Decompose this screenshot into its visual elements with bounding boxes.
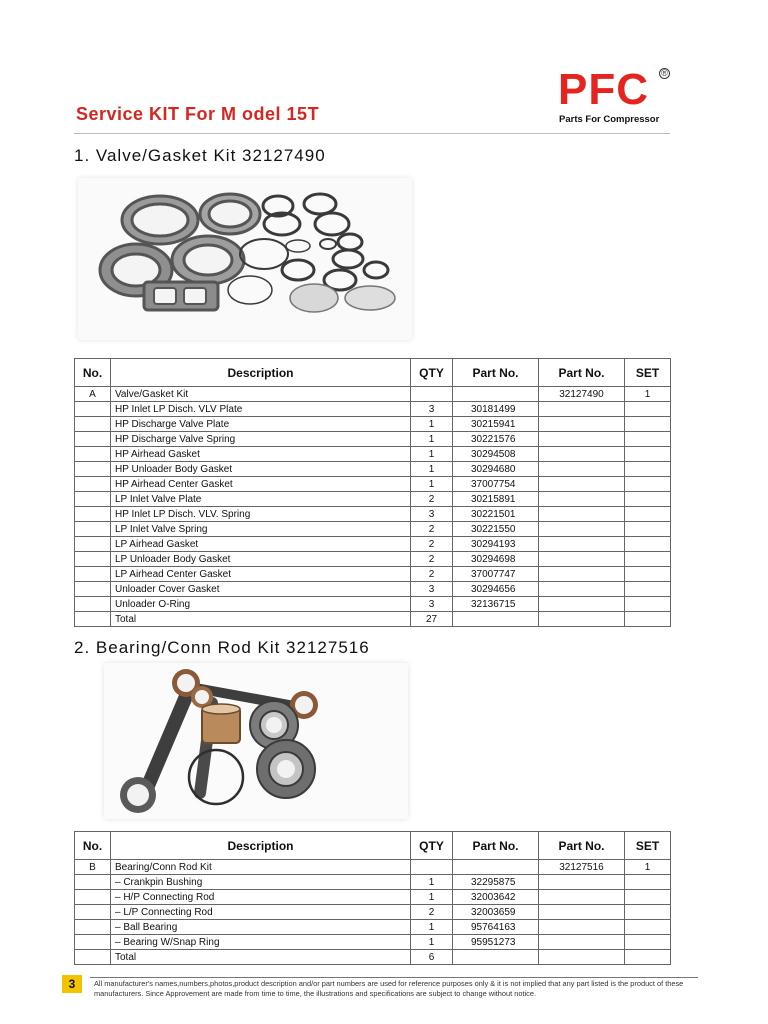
table-row bbox=[75, 522, 671, 537]
cell-part-no: 32003659 bbox=[453, 905, 539, 920]
logo-tagline: Parts For Compressor bbox=[559, 114, 660, 125]
cell-part-no bbox=[453, 860, 539, 875]
cell-no bbox=[75, 567, 111, 582]
cell-description: – Crankpin Bushing bbox=[111, 875, 411, 890]
table-header-row bbox=[75, 832, 671, 860]
cell-kit-part-no bbox=[539, 402, 625, 417]
cell-no bbox=[75, 417, 111, 432]
cell-kit-part-no bbox=[539, 477, 625, 492]
cell-qty: 1 bbox=[411, 477, 453, 492]
cell-no bbox=[75, 402, 111, 417]
cell-part-no: 30215891 bbox=[453, 492, 539, 507]
cell-description: HP Unloader Body Gasket bbox=[111, 462, 411, 477]
header-part-no: Part No. bbox=[453, 359, 539, 387]
table-row bbox=[75, 507, 671, 522]
cell-part-no: 32136715 bbox=[453, 597, 539, 612]
cell-no bbox=[75, 522, 111, 537]
cell-kit-part-no bbox=[539, 582, 625, 597]
cell-no bbox=[75, 597, 111, 612]
cell-set bbox=[625, 477, 671, 492]
cell-kit-part-no: 32127516 bbox=[539, 860, 625, 875]
header-set: SET bbox=[625, 832, 671, 860]
cell-set bbox=[625, 432, 671, 447]
cell-no bbox=[75, 462, 111, 477]
cell-set bbox=[625, 447, 671, 462]
cell-part-no: 30215941 bbox=[453, 417, 539, 432]
table-row bbox=[75, 537, 671, 552]
table-row bbox=[75, 582, 671, 597]
cell-no bbox=[75, 537, 111, 552]
cell-qty: 1 bbox=[411, 417, 453, 432]
cell-set: 1 bbox=[625, 387, 671, 402]
cell-set bbox=[625, 537, 671, 552]
cell-part-no: 30294680 bbox=[453, 462, 539, 477]
table-row bbox=[75, 432, 671, 447]
cell-description: Valve/Gasket Kit bbox=[111, 387, 411, 402]
cell-qty bbox=[411, 387, 453, 402]
bearing-conn-rod-kit-photo bbox=[104, 663, 408, 819]
header-set: SET bbox=[625, 359, 671, 387]
cell-set bbox=[625, 890, 671, 905]
cell-set bbox=[625, 920, 671, 935]
cell-kit-part-no bbox=[539, 552, 625, 567]
cell-kit-part-no bbox=[539, 890, 625, 905]
table-row bbox=[75, 597, 671, 612]
cell-kit-part-no bbox=[539, 597, 625, 612]
cell-description: HP Airhead Gasket bbox=[111, 447, 411, 462]
cell-set bbox=[625, 417, 671, 432]
cell-part-no: 32003642 bbox=[453, 890, 539, 905]
cell-kit-part-no bbox=[539, 920, 625, 935]
cell-set bbox=[625, 905, 671, 920]
cell-kit-part-no bbox=[539, 950, 625, 965]
cell-no bbox=[75, 950, 111, 965]
footer-divider bbox=[90, 977, 698, 978]
cell-description: HP Discharge Valve Spring bbox=[111, 432, 411, 447]
cell-description: Unloader O-Ring bbox=[111, 597, 411, 612]
cell-qty: 1 bbox=[411, 890, 453, 905]
cell-part-no: 30181499 bbox=[453, 402, 539, 417]
cell-set bbox=[625, 597, 671, 612]
page-title: Service KIT For M odel 15T bbox=[76, 104, 320, 124]
table-row bbox=[75, 920, 671, 935]
cell-part-no bbox=[453, 387, 539, 402]
cell-set bbox=[625, 567, 671, 582]
cell-qty: 1 bbox=[411, 462, 453, 477]
cell-description: LP Airhead Gasket bbox=[111, 537, 411, 552]
cell-qty: 2 bbox=[411, 552, 453, 567]
cell-description: – L/P Connecting Rod bbox=[111, 905, 411, 920]
cell-description: – Bearing W/Snap Ring bbox=[111, 935, 411, 950]
table-row bbox=[75, 935, 671, 950]
cell-part-no: 30221576 bbox=[453, 432, 539, 447]
table-row bbox=[75, 552, 671, 567]
cell-kit-part-no bbox=[539, 567, 625, 582]
cell-no bbox=[75, 905, 111, 920]
cell-part-no: 30221550 bbox=[453, 522, 539, 537]
cell-set bbox=[625, 507, 671, 522]
cell-no bbox=[75, 492, 111, 507]
cell-no: A bbox=[75, 387, 111, 402]
cell-set bbox=[625, 492, 671, 507]
cell-set bbox=[625, 875, 671, 890]
cell-kit-part-no bbox=[539, 537, 625, 552]
gasket-illustration bbox=[78, 178, 412, 340]
section-heading-valve-gasket: 1. Valve/Gasket Kit 32127490 bbox=[74, 146, 326, 165]
section-heading-bearing-conn-rod: 2. Bearing/Conn Rod Kit 32127516 bbox=[74, 638, 370, 657]
header-qty: QTY bbox=[411, 832, 453, 860]
cell-set bbox=[625, 612, 671, 627]
cell-description: – H/P Connecting Rod bbox=[111, 890, 411, 905]
cell-qty: 3 bbox=[411, 507, 453, 522]
cell-description: HP Inlet LP Disch. VLV Plate bbox=[111, 402, 411, 417]
table-row bbox=[75, 387, 671, 402]
cell-qty: 2 bbox=[411, 905, 453, 920]
cell-description: Bearing/Conn Rod Kit bbox=[111, 860, 411, 875]
cell-set: 1 bbox=[625, 860, 671, 875]
valve-gasket-parts-table bbox=[74, 358, 671, 627]
cell-part-no: 30294193 bbox=[453, 537, 539, 552]
cell-kit-part-no bbox=[539, 492, 625, 507]
cell-kit-part-no bbox=[539, 462, 625, 477]
cell-kit-part-no bbox=[539, 447, 625, 462]
cell-description: LP Unloader Body Gasket bbox=[111, 552, 411, 567]
cell-set bbox=[625, 552, 671, 567]
cell-qty: 27 bbox=[411, 612, 453, 627]
cell-set bbox=[625, 935, 671, 950]
cell-kit-part-no bbox=[539, 432, 625, 447]
cell-qty: 6 bbox=[411, 950, 453, 965]
cell-kit-part-no bbox=[539, 417, 625, 432]
table-row bbox=[75, 477, 671, 492]
cell-description: LP Airhead Center Gasket bbox=[111, 567, 411, 582]
cell-qty: 2 bbox=[411, 537, 453, 552]
page-number-badge: 3 bbox=[62, 975, 82, 993]
cell-part-no: 37007747 bbox=[453, 567, 539, 582]
cell-no bbox=[75, 447, 111, 462]
valve-gasket-kit-photo bbox=[78, 178, 412, 340]
cell-no bbox=[75, 432, 111, 447]
header-qty: QTY bbox=[411, 359, 453, 387]
cell-qty: 1 bbox=[411, 920, 453, 935]
cell-description: – Ball Bearing bbox=[111, 920, 411, 935]
cell-part-no bbox=[453, 950, 539, 965]
title-divider bbox=[74, 133, 670, 134]
cell-qty: 2 bbox=[411, 522, 453, 537]
cell-kit-part-no bbox=[539, 875, 625, 890]
cell-description: HP Airhead Center Gasket bbox=[111, 477, 411, 492]
cell-part-no: 37007754 bbox=[453, 477, 539, 492]
table-row bbox=[75, 860, 671, 875]
conn-rod-illustration bbox=[104, 663, 408, 819]
logo-text: PFC bbox=[558, 65, 649, 114]
cell-no: B bbox=[75, 860, 111, 875]
cell-no bbox=[75, 507, 111, 522]
cell-part-no: 30294508 bbox=[453, 447, 539, 462]
cell-kit-part-no: 32127490 bbox=[539, 387, 625, 402]
cell-no bbox=[75, 890, 111, 905]
cell-kit-part-no bbox=[539, 522, 625, 537]
table-row bbox=[75, 492, 671, 507]
table-row bbox=[75, 402, 671, 417]
cell-no bbox=[75, 935, 111, 950]
footer-disclaimer: All manufacturer's names,numbers,photos,product description and/or part numbers are used for reference purposes only & it is not implied that any part listed is the product of these manufacturers. Since Approvement are made from time to time, the illustrations and specifications are subject to change without notice. bbox=[94, 979, 684, 998]
cell-set bbox=[625, 462, 671, 477]
cell-description: Total bbox=[111, 612, 411, 627]
header-description: Description bbox=[111, 359, 411, 387]
cell-no bbox=[75, 920, 111, 935]
cell-qty: 3 bbox=[411, 582, 453, 597]
cell-kit-part-no bbox=[539, 935, 625, 950]
table-row bbox=[75, 905, 671, 920]
cell-part-no: 95951273 bbox=[453, 935, 539, 950]
cell-part-no bbox=[453, 612, 539, 627]
header-no: No. bbox=[75, 359, 111, 387]
cell-description: Unloader Cover Gasket bbox=[111, 582, 411, 597]
cell-set bbox=[625, 950, 671, 965]
cell-part-no: 95764163 bbox=[453, 920, 539, 935]
cell-qty: 1 bbox=[411, 875, 453, 890]
cell-qty: 3 bbox=[411, 597, 453, 612]
cell-qty: 1 bbox=[411, 447, 453, 462]
table-row bbox=[75, 447, 671, 462]
table-row bbox=[75, 417, 671, 432]
cell-no bbox=[75, 477, 111, 492]
table-row bbox=[75, 875, 671, 890]
cell-no bbox=[75, 582, 111, 597]
cell-qty bbox=[411, 860, 453, 875]
cell-part-no: 30221501 bbox=[453, 507, 539, 522]
cell-part-no: 30294698 bbox=[453, 552, 539, 567]
cell-qty: 1 bbox=[411, 935, 453, 950]
cell-part-no: 30294656 bbox=[453, 582, 539, 597]
table-row bbox=[75, 612, 671, 627]
table-row bbox=[75, 567, 671, 582]
header-description: Description bbox=[111, 832, 411, 860]
registered-mark: ® bbox=[659, 68, 670, 79]
cell-qty: 3 bbox=[411, 402, 453, 417]
cell-qty: 2 bbox=[411, 492, 453, 507]
pfc-logo bbox=[558, 65, 670, 128]
bearing-conn-rod-parts-table bbox=[74, 831, 671, 965]
header-kit-part-no: Part No. bbox=[539, 359, 625, 387]
cell-set bbox=[625, 522, 671, 537]
cell-set bbox=[625, 402, 671, 417]
cell-no bbox=[75, 612, 111, 627]
table-row bbox=[75, 890, 671, 905]
cell-kit-part-no bbox=[539, 905, 625, 920]
table-header-row bbox=[75, 359, 671, 387]
table-row bbox=[75, 462, 671, 477]
cell-set bbox=[625, 582, 671, 597]
cell-no bbox=[75, 875, 111, 890]
header-part-no: Part No. bbox=[453, 832, 539, 860]
table-row bbox=[75, 950, 671, 965]
header-kit-part-no: Part No. bbox=[539, 832, 625, 860]
cell-description: HP Inlet LP Disch. VLV. Spring bbox=[111, 507, 411, 522]
cell-part-no: 32295875 bbox=[453, 875, 539, 890]
cell-kit-part-no bbox=[539, 612, 625, 627]
cell-no bbox=[75, 552, 111, 567]
cell-description: LP Inlet Valve Spring bbox=[111, 522, 411, 537]
cell-description: Total bbox=[111, 950, 411, 965]
cell-description: LP Inlet Valve Plate bbox=[111, 492, 411, 507]
cell-qty: 2 bbox=[411, 567, 453, 582]
cell-qty: 1 bbox=[411, 432, 453, 447]
header-no: No. bbox=[75, 832, 111, 860]
cell-kit-part-no bbox=[539, 507, 625, 522]
cell-description: HP Discharge Valve Plate bbox=[111, 417, 411, 432]
